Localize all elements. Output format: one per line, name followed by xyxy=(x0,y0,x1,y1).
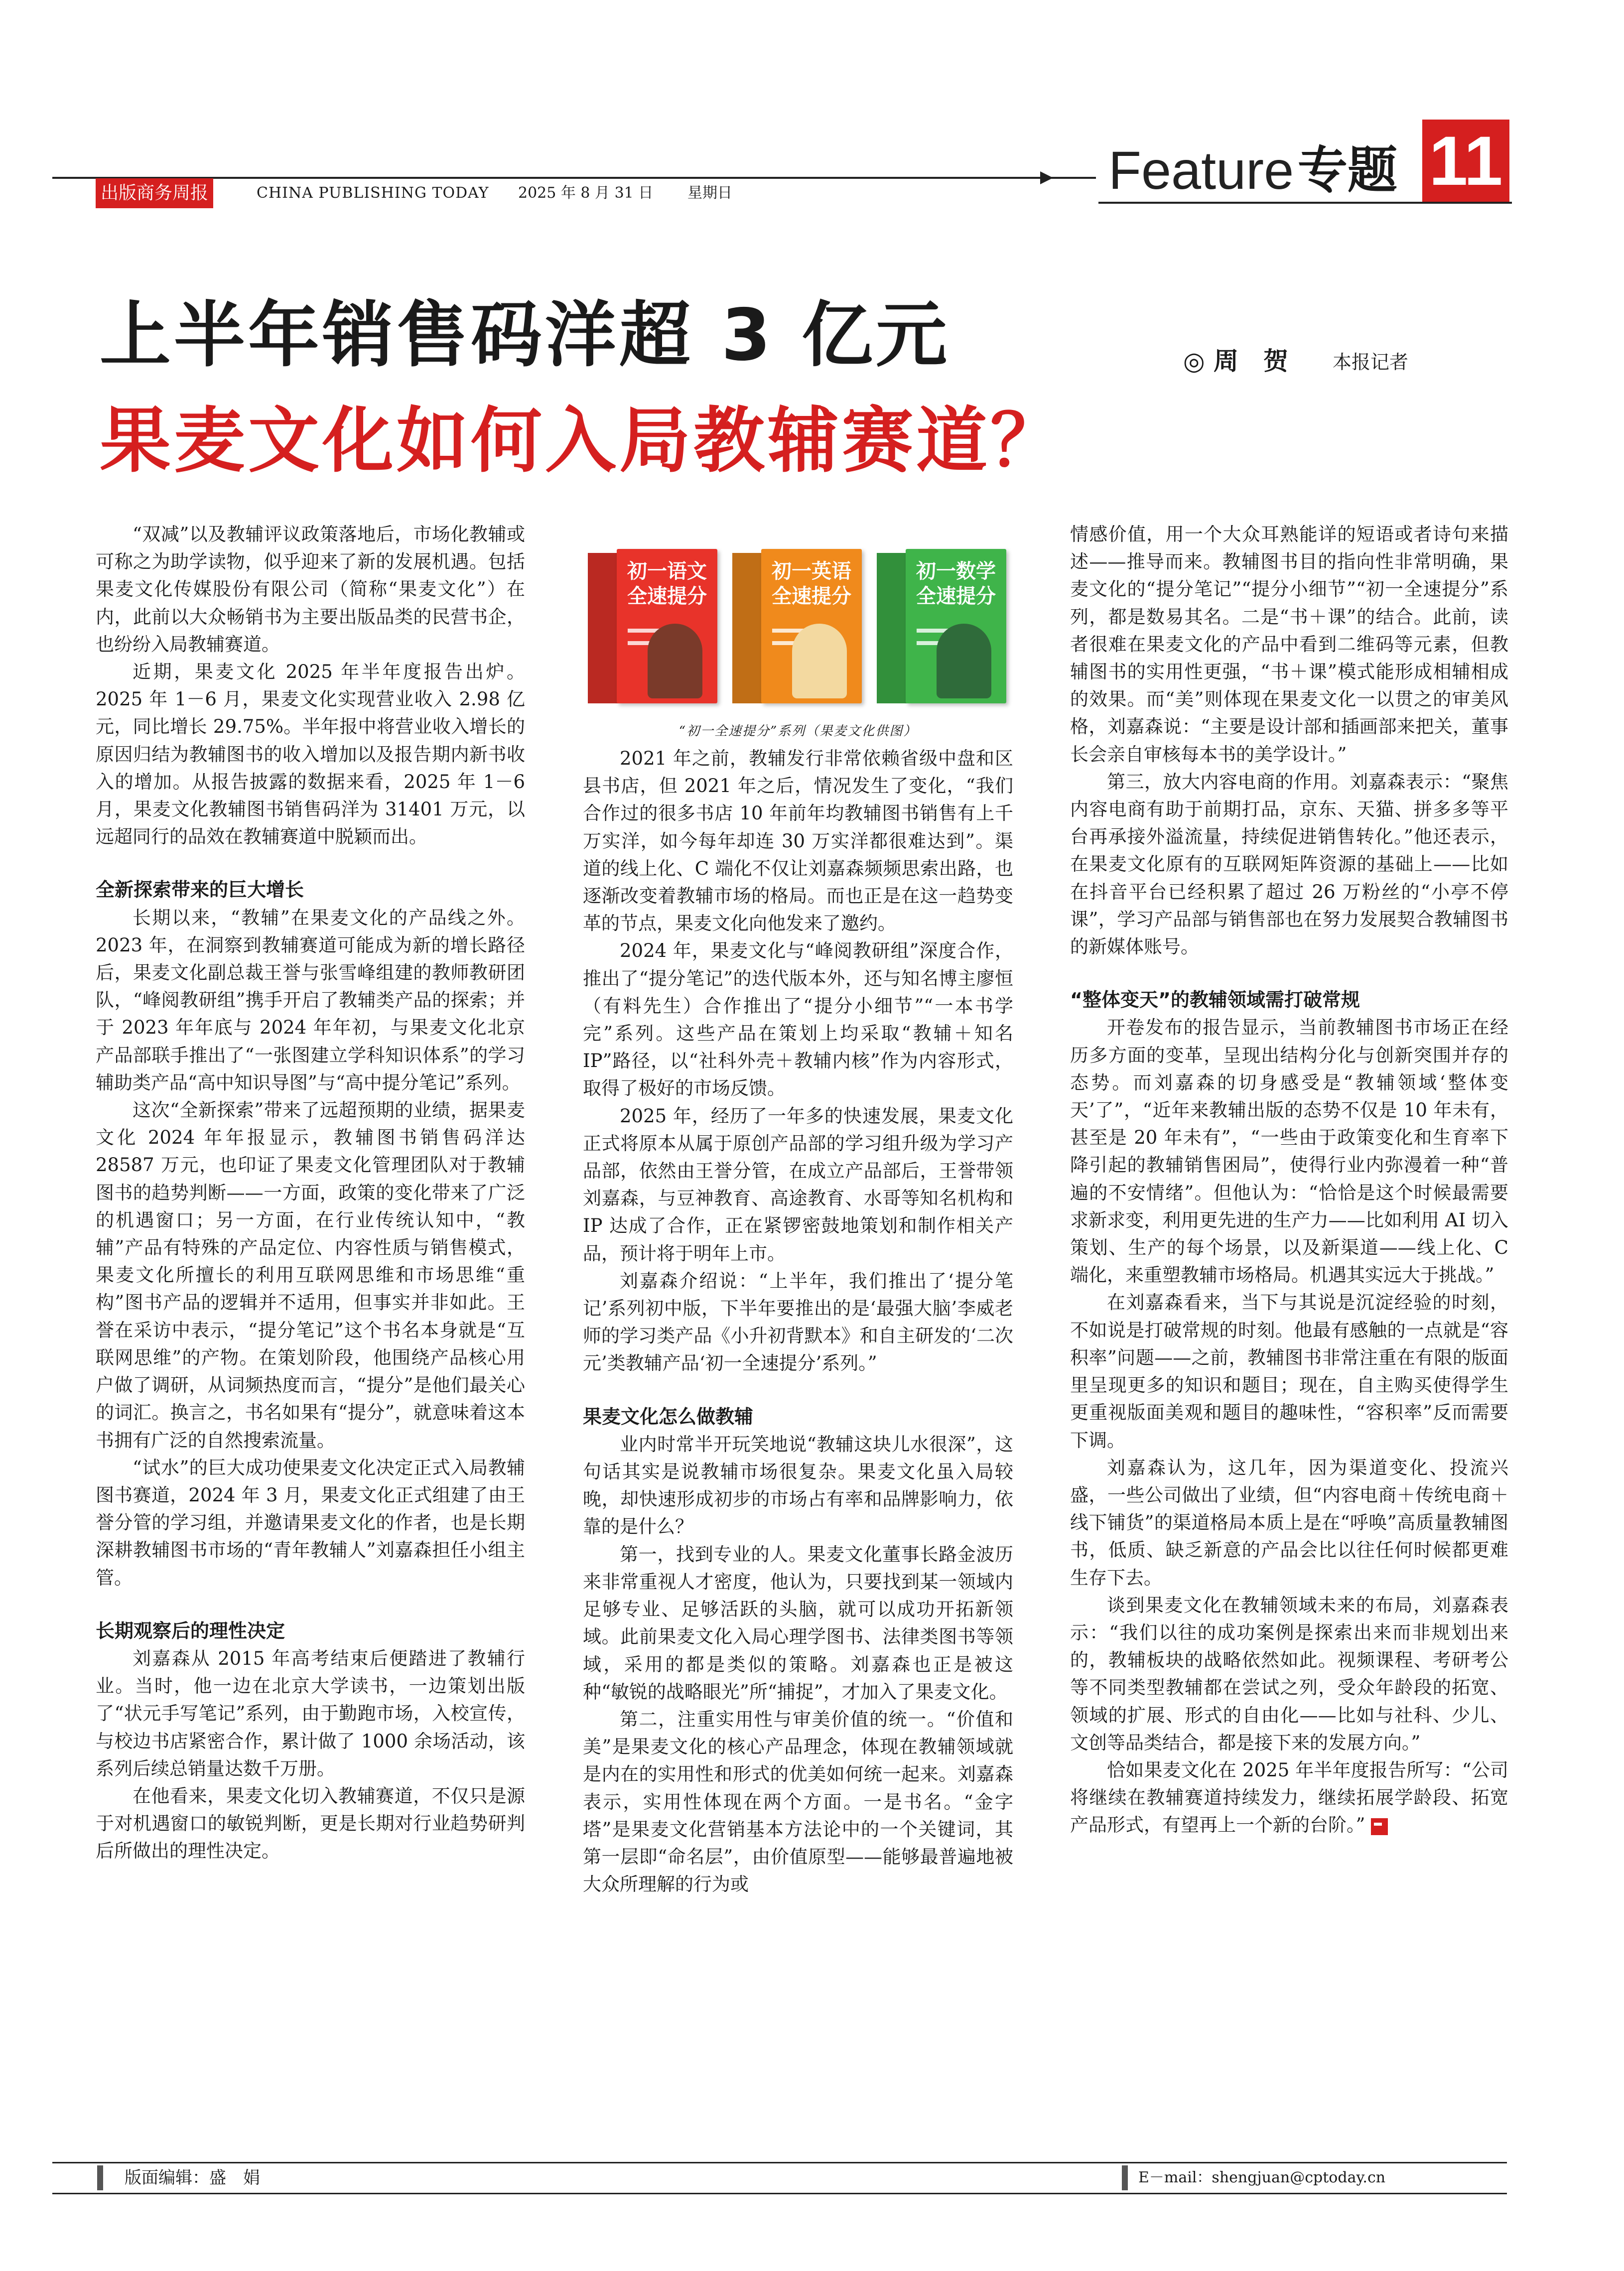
body-paragraph xyxy=(1070,521,1508,768)
article-column-2 xyxy=(583,745,1013,1898)
section-heading: “整体变天”的教辅领域需打破常规 xyxy=(1070,989,1360,1011)
body-paragraph xyxy=(96,1096,525,1454)
paragraph-text: 长期以来，“教辅”在果麦文化的产品线之外。2023 年，在洞察到教辅赛道可能成为新的增长路径后，果麦文化副总裁王誉与张雪峰组建的教师教研团队，“峰阅教研组”携手开启了教辅类产品的探索；并于 2023 年年底与 2024 年年初，与果麦文化北京产品部联手推出了“一张图建立学科知识体系”的学习辅助类产品“高中知识导图”与“高中提分笔记”系列。 xyxy=(96,907,525,1093)
footer-rule-bottom xyxy=(52,2193,1507,2194)
body-paragraph xyxy=(1070,768,1508,960)
body-paragraph xyxy=(583,745,1013,937)
paragraph-text: 业内时常半开玩笑地说“教辅这块儿水很深”，这句话其实是说教辅市场很复杂。果麦文化虽入局较晚，却快速形成初步的市场占有率和品牌影响力，依靠的是什么？ xyxy=(583,1433,1013,1538)
paragraph-text: 刘嘉森认为，这几年，因为渠道变化、投流兴盛，一些公司做出了业绩，但“内容电商＋传统电商＋线下铺货”的渠道格局本质上是在“呼唤”高质量教辅图书，低质、缺乏新意的产品会比以往任何时候都更难生存下去。 xyxy=(1070,1457,1508,1589)
book-character-figure xyxy=(792,624,847,698)
section-en: Feature xyxy=(1108,140,1294,200)
body-paragraph xyxy=(583,937,1013,1102)
paragraph-text: 近期，果麦文化 2025 年半年度报告出炉。2025 年 1－6 月，果麦文化实现营业收入 2.98 亿元，同比增长 29.75%。半年报中将营业收入增长的原因归结为教辅图书的收入增加以及报告期内新书收入的增加。从报告披露的数据来看，2025 年 1－6 月，果麦文化教辅图书销售码洋为 31401 万元，以远超同行的品效在教辅赛道中脱颖而出。 xyxy=(96,661,525,848)
issue-weekday: 星期日 xyxy=(687,184,732,202)
body-paragraph xyxy=(96,521,525,658)
byline-role: 本报记者 xyxy=(1333,351,1409,373)
headline-line-2: 果麦文化如何入局教辅赛道？ xyxy=(100,399,1065,482)
page-number: 11 xyxy=(1422,120,1509,202)
body-paragraph xyxy=(583,1102,1013,1267)
body-paragraph xyxy=(1070,1289,1508,1454)
footer-bar-left xyxy=(97,2165,103,2190)
body-paragraph xyxy=(583,1267,1013,1377)
paragraph-text: 2025 年，经历了一年多的快速发展，果麦文化正式将原本从属于原创产品部的学习组升级为学习产品部，依然由王誉分管，在成立产品部后，王誉带领刘嘉森，与豆神教育、高途教育、水哥等知名机构和 IP 达成了合作，正在紧锣密鼓地策划和制作相关产品，预计将于明年上市。 xyxy=(583,1105,1013,1264)
body-paragraph xyxy=(583,1431,1013,1541)
paper-name-en: CHINA PUBLISHING TODAY xyxy=(257,184,489,202)
book-photo xyxy=(588,544,1007,709)
section-heading: 果麦文化怎么做教辅 xyxy=(583,1405,754,1428)
paragraph-text: 情感价值，用一个大众耳熟能详的短语或者诗句来描述——推导而来。教辅图书目的指向性非常明确，果麦文化的“提分笔记”“提分小细节”“初一全速提分”系列，都是数易其名。二是“书＋课”的结合。此前，读者很难在果麦文化的产品中看到二维码等元素，但教辅图书的实用性更强，“书＋课”模式能形成相辅相成的效果。而“美”则体现在果麦文化一以贯之的审美风格，刘嘉森说：“主要是设计部和插画部来把关，董事长会亲自审核每本书的美学设计。” xyxy=(1070,524,1508,765)
paragraph-text: 谈到果麦文化在教辅领域未来的布局，刘嘉森表示：“我们以往的成功案例是探索出来而非规划出来的，教辅板块的战略依然如此。视频课程、考研考公等不同类型教辅都在尝试之列，受众年龄段的拓宽、领域的扩展、形式的自由化——比如与社科、少儿、文创等品类结合，都是接下来的发展方向。” xyxy=(1070,1594,1508,1753)
section-spacer xyxy=(1070,960,1508,986)
article-column-1 xyxy=(96,521,525,1865)
article-end-icon xyxy=(1371,1818,1388,1835)
paragraph-text: 这次“全新探索”带来了远超预期的业绩，据果麦文化 2024 年年报显示，教辅图书销售码洋达 28587 万元，也印证了果麦文化管理团队对于教辅图书的趋势判断——一方面，政策的变化带来了广泛的机遇窗口；另一方面，在行业传统认知中，“教辅”产品有特殊的产品定位、内容性质与销售模式，果麦文化所擅长的利用互联网思维和市场思维“重构”图书产品的逻辑并不适用，但事实并非如此。王誉在采访中表示，“提分笔记”这个书名本身就是“互联网思维”的产物。在策划阶段，他围绕产品核心用户做了调研，从词频热度而言，“提分”是他们最关心的词汇。换言之，书名如果有“提分”，就意味着这本书拥有广泛的自然搜索流量。 xyxy=(96,1099,525,1451)
article-column-3 xyxy=(1070,521,1508,1839)
body-paragraph xyxy=(96,1454,525,1592)
book-math xyxy=(877,549,1006,703)
body-paragraph xyxy=(1070,1756,1508,1839)
paragraph-text: “试水”的巨大成功使果麦文化决定正式入局教辅图书赛道，2024 年 3 月，果麦文化正式组建了由王誉分管的学习组，并邀请果麦文化的作者，也是长期深耕教辅图书市场的“青年教辅人”刘嘉森担任小组主管。 xyxy=(96,1457,525,1589)
paragraph-text: 刘嘉森介绍说：“上半年，我们推出了‘提分笔记’系列初中版，下半年要推出的是‘最强大脑’李威老师的学习类产品《小升初背默本》和自主研发的‘二次元’类教辅产品‘初一全速提分’系列。” xyxy=(583,1270,1013,1374)
book-character-figure xyxy=(648,624,702,698)
body-paragraph xyxy=(1070,1014,1508,1289)
section-cn: 专题 xyxy=(1298,141,1397,199)
byline-name: ◎ 周 贺 xyxy=(1183,346,1289,376)
paragraph-text: 在刘嘉森看来，当下与其说是沉淀经验的时刻，不如说是打破常规的时刻。他最有感触的一点就是“容积率”问题——之前，教辅图书非常注重在有限的版面里呈现更多的知识和题目；现在，自主购买使得学生更重视版面美观和题目的趣味性，“容积率”反而需要下调。 xyxy=(1070,1292,1508,1451)
book-title: 初一数学全速提分 xyxy=(916,560,996,608)
paragraph-text: 第一，找到专业的人。果麦文化董事长路金波历来非常重视人才密度，他认为，只要找到某一领域内足够专业、足够活跃的头脑，就可以成功开拓新领域。此前果麦文化入局心理学图书、法律类图书等领域，采用的都是类似的策略。刘嘉森也正是被这种“敏锐的战略眼光”所“捕捉”，才加入了果麦文化。 xyxy=(583,1543,1013,1703)
body-paragraph xyxy=(1070,1592,1508,1756)
body-paragraph xyxy=(1070,1454,1508,1592)
paragraph-text: 第二，注重实用性与审美价值的统一。“价值和美”是果麦文化的核心产品理念，体现在教辅领域就是内在的实用性和形式的优美如何统一起来。刘嘉森表示，实用性体现在两个方面。一是书名。“金字塔”是果麦文化营销基本方法论中的一个关键词，其第一层即“命名层”，由价值原型——能够最普遍地被大众所理解的行为或 xyxy=(583,1708,1013,1895)
book-english xyxy=(732,549,862,703)
paragraph-text: 开卷发布的报告显示，当前教辅图书市场正在经历多方面的变革，呈现出结构分化与创新突围并存的态势。而刘嘉森的切身感受是“教辅领域‘整体变天’了”，“近年来教辅出版的态势不仅是 10 年未有，甚至是 20 年未有”，“一些由于政策变化和生育率下降引起的教辅销售困局”，使得行业内弥漫着一种“普遍的不安情绪”。但他认为：“恰恰是这个时候最需要求新求变，利用更先进的生产力——比如利用 AI 切入策划、生产的每个场景，以及新渠道——线上化、C 端化，来重塑教辅市场格局。机遇其实远大于挑战。” xyxy=(1070,1017,1508,1286)
section-spacer xyxy=(583,1377,1013,1403)
paragraph-text: 刘嘉森从 2015 年高考结束后便踏进了教辅行业。当时，他一边在北京大学读书，一边策划出版了“状元手写笔记”系列，由于勤跑市场，入校宣传，与校边书店紧密合作，累计做了 1000 余场活动，该系列后续总销量达数千万册。 xyxy=(96,1647,525,1779)
section-spacer xyxy=(96,850,525,876)
editor-email: E－mail：shengjuan@cptoday.cn xyxy=(1138,2169,1386,2186)
paragraph-text: 第三，放大内容电商的作用。刘嘉森表示：“聚焦内容电商有助于前期打品，京东、天猫、拼多多等平台再承接外溢流量，持续促进销售转化。”他还表示，在果麦文化原有的互联网矩阵资源的基础上——比如在抖音平台已经积累了超过 26 万粉丝的“小亭不停课”，学习产品部与销售部也在努力发展契合教辅图书的新媒体账号。 xyxy=(1070,771,1508,958)
book-title: 初一语文全速提分 xyxy=(627,560,707,608)
footer-bar-right xyxy=(1122,2165,1128,2190)
body-paragraph xyxy=(96,1782,525,1865)
body-paragraph xyxy=(583,1541,1013,1706)
footer-rule-top xyxy=(52,2162,1507,2163)
photo-caption: “初一全速提分”系列（果麦文化供图） xyxy=(678,724,918,739)
issue-date: 2025 年 8 月 31 日 xyxy=(518,184,654,202)
header-right-rule xyxy=(1098,202,1512,204)
section-spacer xyxy=(96,1592,525,1617)
book-chinese xyxy=(588,549,717,703)
body-paragraph xyxy=(583,1706,1013,1898)
paragraph-text: 2021 年之前，教辅发行非常依赖省级中盘和区县书店，但 2021 年之后，情况发生了变化，“我们合作过的很多书店 10 年前年均教辅图书销售有上千万实洋，如今每年却连 30 万实洋都很难达到”。渠道的线上化、C 端化不仅让刘嘉森频频思索出路，也逐渐改变着教辅市场的格局。而也正是在这一趋势变革的节点，果麦文化向他发来了邀约。 xyxy=(583,748,1013,935)
paragraph-text: “双减”以及教辅评议政策落地后，市场化教辅或可称之为助学读物，似乎迎来了新的发展机遇。包括果麦文化传媒股份有限公司（简称“果麦文化”）在内，此前以大众畅销书为主要出版品类的民营书企，也纷纷入局教辅赛道。 xyxy=(96,524,525,655)
body-paragraph xyxy=(96,1645,525,1782)
section-heading: 长期观察后的理性决定 xyxy=(96,1619,285,1642)
page-editor: 版面编辑：盛 娟 xyxy=(125,2168,260,2188)
headline-line-1: 上半年销售码洋超 3 亿元 xyxy=(100,293,950,377)
book-character-figure xyxy=(937,624,991,698)
paper-name: 出版商务周报 xyxy=(96,178,213,208)
paragraph-text: 2024 年，果麦文化与“峰阅教研组”深度合作，推出了“提分笔记”的迭代版本外，还与知名博主廖恒（有料先生）合作推出了“提分小细节”“一本书学完”系列。这些产品在策划上均采取“教辅＋知名 IP”路径，以“社科外壳＋教辅内核”作为内容形式，取得了极好的市场反馈。 xyxy=(583,940,1013,1099)
header-arrow-icon xyxy=(1040,171,1053,184)
paragraph-text: 在他看来，果麦文化切入教辅赛道，不仅只是源于对机遇窗口的敏锐判断，更是长期对行业趋势研判后所做出的理性决定。 xyxy=(96,1785,525,1862)
section-heading: 全新探索带来的巨大增长 xyxy=(96,879,304,901)
body-paragraph xyxy=(96,658,525,850)
body-paragraph xyxy=(96,904,525,1096)
paragraph-text: 恰如果麦文化在 2025 年半年度报告所写：“公司将继续在教辅赛道持续发力，继续拓展学龄段、拓宽产品形式，有望再上一个新的台阶。” xyxy=(1070,1759,1508,1836)
book-title: 初一英语全速提分 xyxy=(772,560,851,608)
